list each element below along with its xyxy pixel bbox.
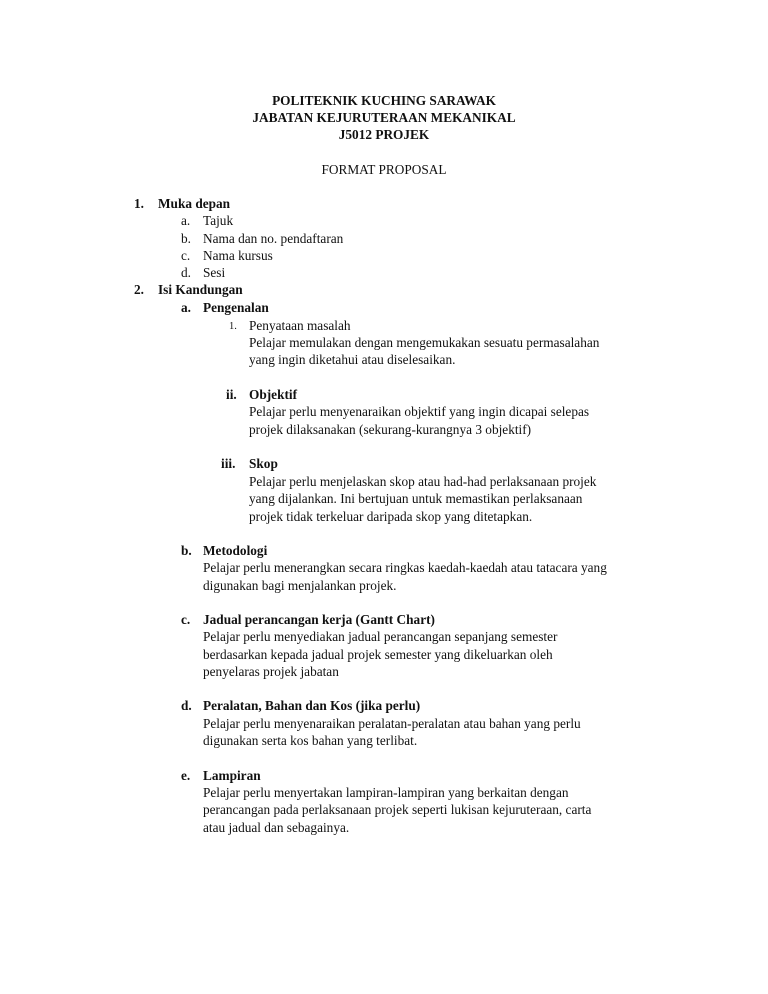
section-1-title: Muka depan (158, 196, 231, 211)
subsection-label: d. (181, 698, 192, 713)
item-label: iii. (221, 456, 236, 471)
paragraph-line: atau jadual dan sebagainya. (203, 820, 350, 835)
list-item: Nama dan no. pendaftaran (203, 231, 344, 246)
paragraph-line: digunakan bagi menjalankan projek. (203, 578, 397, 593)
paragraph-line: Pelajar perlu menerangkan secara ringkas kaedah-kaedah atau tatacara yang (203, 560, 607, 575)
item-label: 1. (229, 321, 237, 332)
subsection-label: c. (181, 612, 191, 627)
item-title-objektif: Objektif (249, 387, 298, 402)
subsection-title-lampiran: Lampiran (203, 768, 261, 783)
document-title: FORMAT PROPOSAL (321, 162, 447, 177)
section-2-number: 2. (134, 282, 144, 297)
subsection-title-pengenalan: Pengenalan (203, 300, 269, 315)
paragraph-line: projek dilaksanakan (sekurang-kurangnya 3 objektif) (249, 422, 532, 437)
department-heading: JABATAN KEJURUTERAAN MEKANIKAL (252, 110, 516, 125)
course-heading: J5012 PROJEK (338, 127, 430, 142)
institution-heading: POLITEKNIK KUCHING SARAWAK (272, 93, 496, 108)
subsection-label: b. (181, 543, 192, 558)
section-1-number: 1. (134, 196, 144, 211)
section-2-title: Isi Kandungan (158, 282, 243, 297)
list-item-label: c. (181, 248, 191, 263)
list-item-label: b. (181, 231, 191, 246)
paragraph-line: Pelajar perlu menyenaraikan objektif yang ingin dicapai selepas (249, 404, 590, 419)
item-title-skop: Skop (249, 456, 278, 471)
list-item: Nama kursus (203, 248, 273, 263)
paragraph-line: yang ingin diketahui atau diselesaikan. (249, 352, 456, 367)
paragraph-line: penyelaras projek jabatan (203, 664, 339, 679)
paragraph-line: Pelajar perlu menyediakan jadual perancangan sepanjang semester (203, 629, 558, 644)
paragraph-line: perancangan pada perlaksanaan projek seperti lukisan kejuruteraan, carta (203, 802, 592, 817)
paragraph-line: digunakan serta kos bahan yang terlibat. (203, 733, 418, 748)
subsection-label: a. (181, 300, 191, 315)
list-item: Tajuk (203, 213, 234, 228)
list-item: Sesi (203, 265, 226, 280)
subsection-title-jadual: Jadual perancangan kerja (Gantt Chart) (203, 612, 435, 627)
paragraph-line: Pelajar memulakan dengan mengemukakan sesuatu permasalahan (249, 335, 600, 350)
paragraph-line: berdasarkan kepada jadual projek semester yang dikeluarkan oleh (203, 647, 553, 662)
list-item-label: d. (181, 265, 191, 280)
subsection-title-metodologi: Metodologi (203, 543, 268, 558)
paragraph-line: Pelajar perlu menyenaraikan peralatan-peralatan atau bahan yang perlu (203, 716, 581, 731)
paragraph-line: Pelajar perlu menjelaskan skop atau had-had perlaksanaan projek (249, 474, 597, 489)
list-item-label: a. (181, 213, 191, 228)
subsection-label: e. (181, 768, 191, 783)
paragraph-line: projek tidak terkeluar daripada skop yang ditetapkan. (249, 509, 533, 524)
item-title-penyataan-masalah: Penyataan masalah (249, 318, 351, 333)
paragraph-line: Pelajar perlu menyertakan lampiran-lampiran yang berkaitan dengan (203, 785, 569, 800)
item-label: ii. (226, 387, 237, 402)
paragraph-line: yang dijalankan. Ini bertujuan untuk memastikan perlaksanaan (249, 491, 583, 506)
subsection-title-peralatan: Peralatan, Bahan dan Kos (jika perlu) (203, 698, 421, 713)
